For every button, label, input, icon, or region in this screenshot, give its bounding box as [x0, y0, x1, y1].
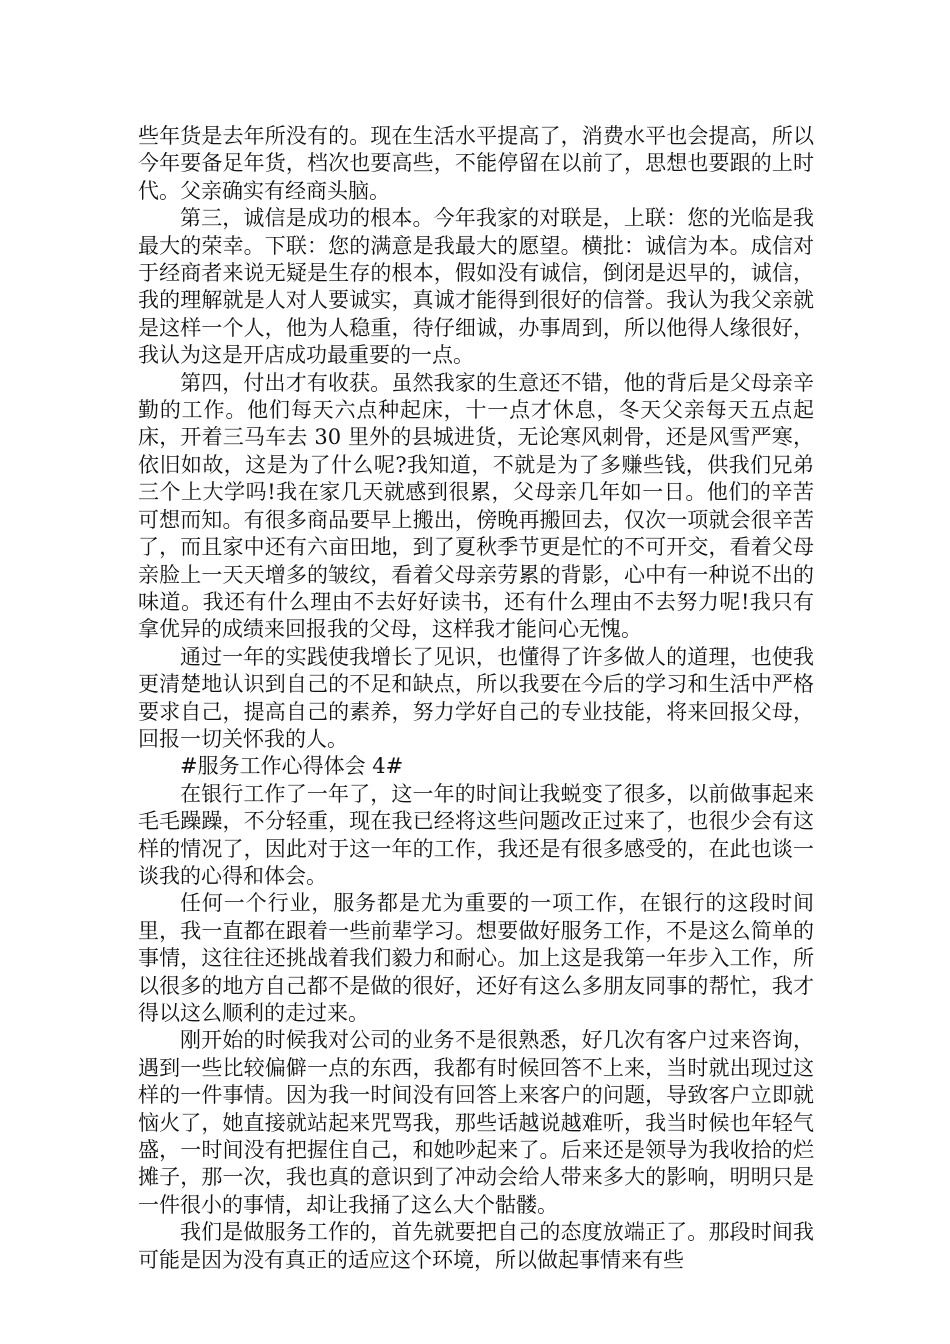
- paragraph-1: 些年货是去年所没有的。现在生活水平提高了，消费水平也会提高，所以今年要备足年货，档次也要高些，不能停留在以前了，思想也要跟的上时代。父亲确实有经商头脑。: [138, 124, 814, 203]
- paragraph-5: 在银行工作了一年了，这一年的时间让我蜕变了很多，以前做事起来毛毛躁躁，不分轻重，现在我已经将这些问题改正过来了，也很少会有这样的情况了，因此对于这一年的工作，我还是有很多感受的，在此也谈一谈我的心得和体会。: [138, 781, 814, 888]
- paragraph-2: 第三，诚信是成功的根本。今年我家的对联是，上联：您的光临是我最大的荣幸。下联：您的满意是我最大的愿望。横批：诚信为本。成信对于经商者来说无疑是生存的根本，假如没有诚信，倒闭是迟早的，诚信，我的理解就是人对人要诚实，真诚才能得到很好的信誉。我认为我父亲就是这样一个人，他为人稳重，待仔细诚，办事周到，所以他得人缘很好，我认为这是开店成功最重要的一点。: [138, 206, 814, 368]
- paragraph-3: 第四，付出才有收获。虽然我家的生意还不错，他的背后是父母亲辛勤的工作。他们每天六点种起床，十一点才休息，冬天父亲每天五点起床，开着三马车去 30 里外的县城进货，无论寒风刺骨，还是风雪严寒，依旧如故，这是为了什么呢?我知道，不就是为了多赚些钱，供我们兄弟三个上大学吗!我在家几天就感到很累，父母亲几年如一日。他们的辛苦可想而知。有很多商品要早上搬出，傍晚再搬回去，仅次一项就会很辛苦了，而且家中还有六亩田地，到了夏秋季节更是忙的不可开交，看着父母亲脸上一天天增多的皱纹，看着父母亲劳累的背影，心中有一种说不出的味道。我还有什么理由不去好好读书，还有什么理由不去努力呢!我只有拿优异的成绩来回报我的父母，这样我才能问心无愧。: [138, 370, 814, 642]
- paragraph-7: 刚开始的时候我对公司的业务不是很熟悉，好几次有客户过来咨询，遇到一些比较偏僻一点的东西，我都有时候回答不上来，当时就出现过这样的一件事情。因为我一时间没有回答上来客户的问题，导致客户立即就恼火了，她直接就站起来咒骂我，那些话越说越难听，我当时候也年轻气盛，一时间没有把握住自己，和她吵起来了。后来还是领导为我收拾的烂摊子，那一次，我也真的意识到了冲动会给人带来多大的影响，明明只是一件很小的事情，却让我捅了这么大个骷髅。: [138, 1028, 814, 1217]
- paragraph-8: 我们是做服务工作的，首先就要把自己的态度放端正了。那段时间我可能是因为没有真正的适应这个环境，所以做起事情来有些: [138, 1220, 814, 1272]
- paragraph-6: 任何一个行业，服务都是尤为重要的一项工作，在银行的这段时间里，我一直都在跟着一些前辈学习。想要做好服务工作，不是这么简单的事情，这往往还挑战着我们毅力和耐心。加上这是我第一年步入工作，所以很多的地方自己都不是做的很好，还好有这么多朋友同事的帮忙，我才得以这么顺利的走过来。: [138, 891, 814, 1025]
- section-heading: #服务工作心得体会 4#: [180, 754, 404, 779]
- paragraph-4: 通过一年的实践使我增长了见识，也懂得了许多做人的道理，也使我更清楚地认识到自己的不足和缺点，所以我要在今后的学习和生活中严格要求自己，提高自己的素养，努力学好自己的专业技能，将来回报父母，回报一切关怀我的人。: [138, 644, 814, 751]
- document-body: [138, 123, 814, 1274]
